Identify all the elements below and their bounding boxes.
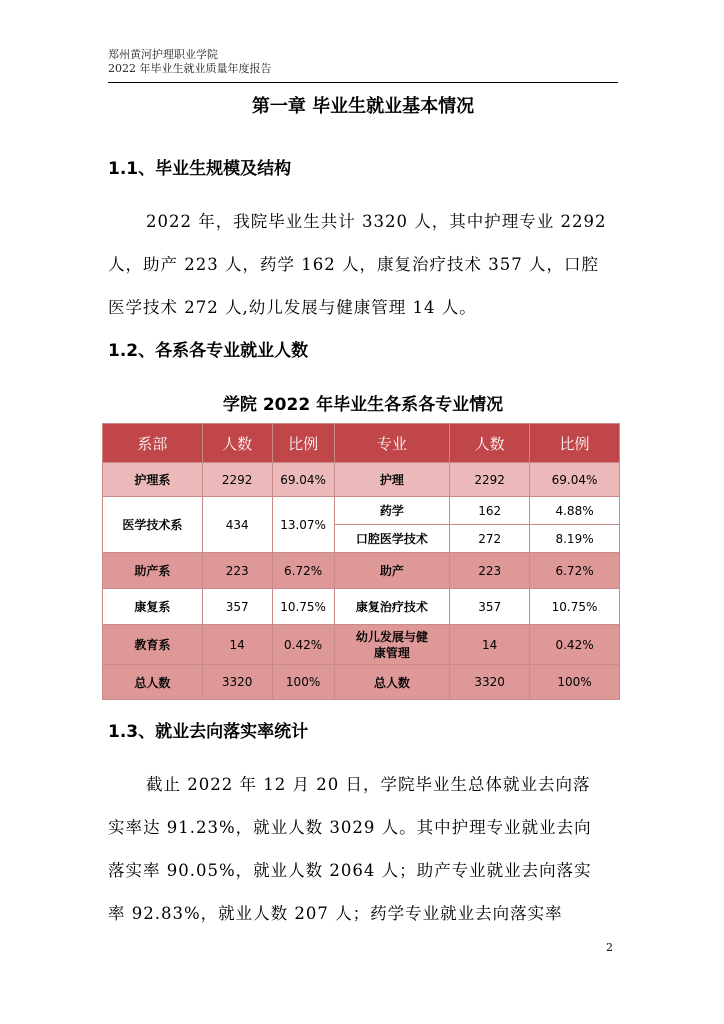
page-number: 2 — [606, 941, 613, 954]
cell-ratio: 100% — [530, 665, 620, 700]
cell-major — [334, 625, 450, 665]
header-ratio: 比例 — [272, 424, 334, 463]
table-header-row — [103, 424, 620, 463]
header-divider — [108, 82, 618, 83]
cell-ratio: 10.75% — [530, 589, 620, 625]
table-row — [103, 589, 620, 625]
cell-ratio: 100% — [272, 665, 334, 700]
cell-count: 223 — [202, 553, 272, 589]
cell-dept: 教育系 — [103, 625, 203, 665]
table-row-total — [103, 665, 620, 700]
cell-count: 3320 — [202, 665, 272, 700]
section-title-1-2: 1.2、各系各专业就业人数 — [108, 341, 309, 361]
cell-count: 3320 — [450, 665, 530, 700]
cell-ratio: 10.75% — [272, 589, 334, 625]
paragraph-scale — [108, 200, 618, 329]
section-title-1-1: 1.1、毕业生规模及结构 — [108, 159, 292, 179]
paragraph-line: 截止 2022 年 12 月 20 日，学院毕业生总体就业去向落 — [146, 775, 591, 794]
cell-dept: 康复系 — [103, 589, 203, 625]
header-count: 人数 — [450, 424, 530, 463]
cell-count: 357 — [202, 589, 272, 625]
table-row — [103, 497, 620, 525]
cell-count: 2292 — [202, 463, 272, 497]
cell-major: 助产 — [334, 553, 450, 589]
cell-dept: 护理系 — [103, 463, 203, 497]
cell-major-line: 康管理 — [373, 645, 410, 660]
cell-count: 2292 — [450, 463, 530, 497]
cell-ratio: 8.19% — [530, 525, 620, 553]
paragraph-employment-rate — [108, 763, 618, 935]
cell-count: 14 — [202, 625, 272, 665]
cell-dept: 助产系 — [103, 553, 203, 589]
paragraph-line: 医学技术 272 人,幼儿发展与健康管理 14 人。 — [108, 298, 477, 317]
cell-count: 357 — [450, 589, 530, 625]
header-school-name: 郑州黄河护理职业学院 — [108, 48, 218, 61]
cell-ratio: 6.72% — [272, 553, 334, 589]
cell-ratio: 0.42% — [530, 625, 620, 665]
paragraph-line: 率 92.83%，就业人数 207 人；药学专业就业去向落实率 — [108, 904, 563, 923]
cell-major: 总人数 — [334, 665, 450, 700]
table-title: 学院 2022 年毕业生各系各专业情况 — [222, 395, 504, 415]
header-ratio: 比例 — [530, 424, 620, 463]
paragraph-line: 人，助产 223 人，药学 162 人，康复治疗技术 357 人，口腔 — [108, 255, 599, 274]
cell-ratio: 6.72% — [530, 553, 620, 589]
cell-count: 434 — [202, 497, 272, 553]
paragraph-line: 2022 年，我院毕业生共计 3320 人，其中护理专业 2292 — [146, 212, 607, 231]
paragraph-line: 实率达 91.23%，就业人数 3029 人。其中护理专业就业去向 — [108, 818, 592, 837]
department-major-table — [102, 423, 620, 700]
cell-ratio: 0.42% — [272, 625, 334, 665]
cell-ratio: 13.07% — [272, 497, 334, 553]
cell-ratio: 69.04% — [530, 463, 620, 497]
header-report-title: 2022 年毕业生就业质量年度报告 — [108, 62, 272, 75]
table-row — [103, 553, 620, 589]
cell-major: 护理 — [334, 463, 450, 497]
cell-dept: 总人数 — [103, 665, 203, 700]
page-header — [108, 48, 618, 76]
cell-count: 162 — [450, 497, 530, 525]
cell-count: 223 — [450, 553, 530, 589]
cell-major: 康复治疗技术 — [334, 589, 450, 625]
cell-major: 药学 — [334, 497, 450, 525]
paragraph-line: 落实率 90.05%，就业人数 2064 人；助产专业就业去向落实 — [108, 861, 592, 880]
table-row — [103, 463, 620, 497]
cell-major: 口腔医学技术 — [334, 525, 450, 553]
header-count: 人数 — [202, 424, 272, 463]
header-major: 专业 — [334, 424, 450, 463]
chapter-title: 第一章 毕业生就业基本情况 — [251, 96, 475, 117]
cell-ratio: 4.88% — [530, 497, 620, 525]
cell-dept: 医学技术系 — [103, 497, 203, 553]
cell-ratio: 69.04% — [272, 463, 334, 497]
cell-major-line: 幼儿发展与健 — [355, 629, 428, 644]
section-title-1-3: 1.3、就业去向落实率统计 — [108, 722, 309, 742]
cell-count: 272 — [450, 525, 530, 553]
cell-count: 14 — [450, 625, 530, 665]
header-dept: 系部 — [103, 424, 203, 463]
table-row — [103, 625, 620, 665]
